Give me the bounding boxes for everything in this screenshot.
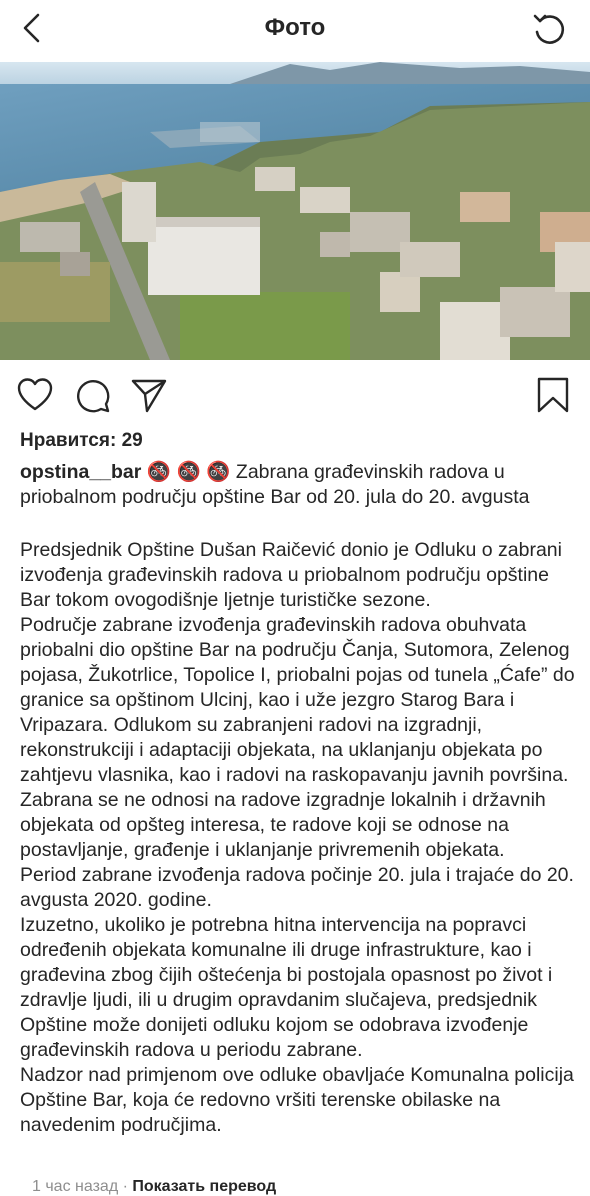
send-icon[interactable] [130,376,168,414]
caption-paragraph: Zabrana se ne odnosi na radove izgradnje lokalnih i državnih objekata od opšteg interesa, te radove koji se odnose na postavljanje, građenje i uklanjanje privremenih objekata. [20,789,546,861]
post-photo[interactable] [0,62,590,360]
headline-text: Zabrana građevinskih radova u priobalnom području opštine Bar od 20. jula do 20. avgusta [20,461,530,508]
bookmark-icon[interactable] [534,376,572,414]
caption-paragraph: Područje zabrane izvođenja građevinskih radova obuhvata priobalni dio opštine Bar na području Čanja, Sutomora, Zelenog pojasa, Žukotrlice, Topolice I, priobalni pojas od tunela „Ćafe” do granice sa opštinom Ulcinj, kao i uže jezgro Starog Bara i Vripazara. Odlukom su zabranjeni radovi na izgradnji, rekonstrukciji i adaptaciji objekata, na uklanjanju objekata po zahtjevu vlasnika, kao i radovi na raskopavanju javnih površina. [20,614,575,786]
caption-paragraph: Period zabrane izvođenja radova počinje 20. jula i trajaće do 20. avgusta 2020. godine. [20,864,574,911]
likes-count[interactable]: Нравится: 29 [20,430,143,451]
page-title: Фото [264,14,326,41]
post-caption [20,460,576,1138]
heart-icon[interactable] [16,376,54,414]
aerial-city-image [0,62,590,360]
timestamp: 1 час назад [32,1178,119,1195]
action-bar [0,360,590,426]
post-footer [32,1178,276,1196]
username-emoji: 🚳 🚳 🚳 [146,461,231,483]
separator-dot: · [122,1178,128,1195]
show-translation-link[interactable]: Показать перевод [132,1178,277,1195]
caption-paragraph: Izuzetno, ukoliko je potrebna hitna intervencija na popravci određenih objekata komunalne ili druge infrastrukture, kao i građevina zbog čijih oštećenja bi postojala opasnost po život i zdravlje ljudi, ili u drugim opravdanim slučajeva, predsjednik Opštine može donijeti odluku kojom se odobrava izvođenje građevinskih radova u periodu zabrane. [20,914,553,1061]
refresh-icon[interactable] [530,10,568,48]
caption-paragraph: Predsjednik Opštine Dušan Raičević donio je Odluku o zabrani izvođenja građevinskih radova u priobalnom području opštine Bar tokom ovogodišnje ljetnje turističke sezone. [20,539,562,611]
username-link[interactable]: opstina__bar [20,461,142,483]
top-bar [0,0,590,62]
caption-headline [20,460,576,510]
comment-icon[interactable] [74,376,112,414]
caption-paragraph: Nadzor nad primjenom ove odluke obavljaće Komunalna policija Opštine Bar, koja će redovno vršiti terenske obilaske na navedenim područjima. [20,1064,574,1136]
